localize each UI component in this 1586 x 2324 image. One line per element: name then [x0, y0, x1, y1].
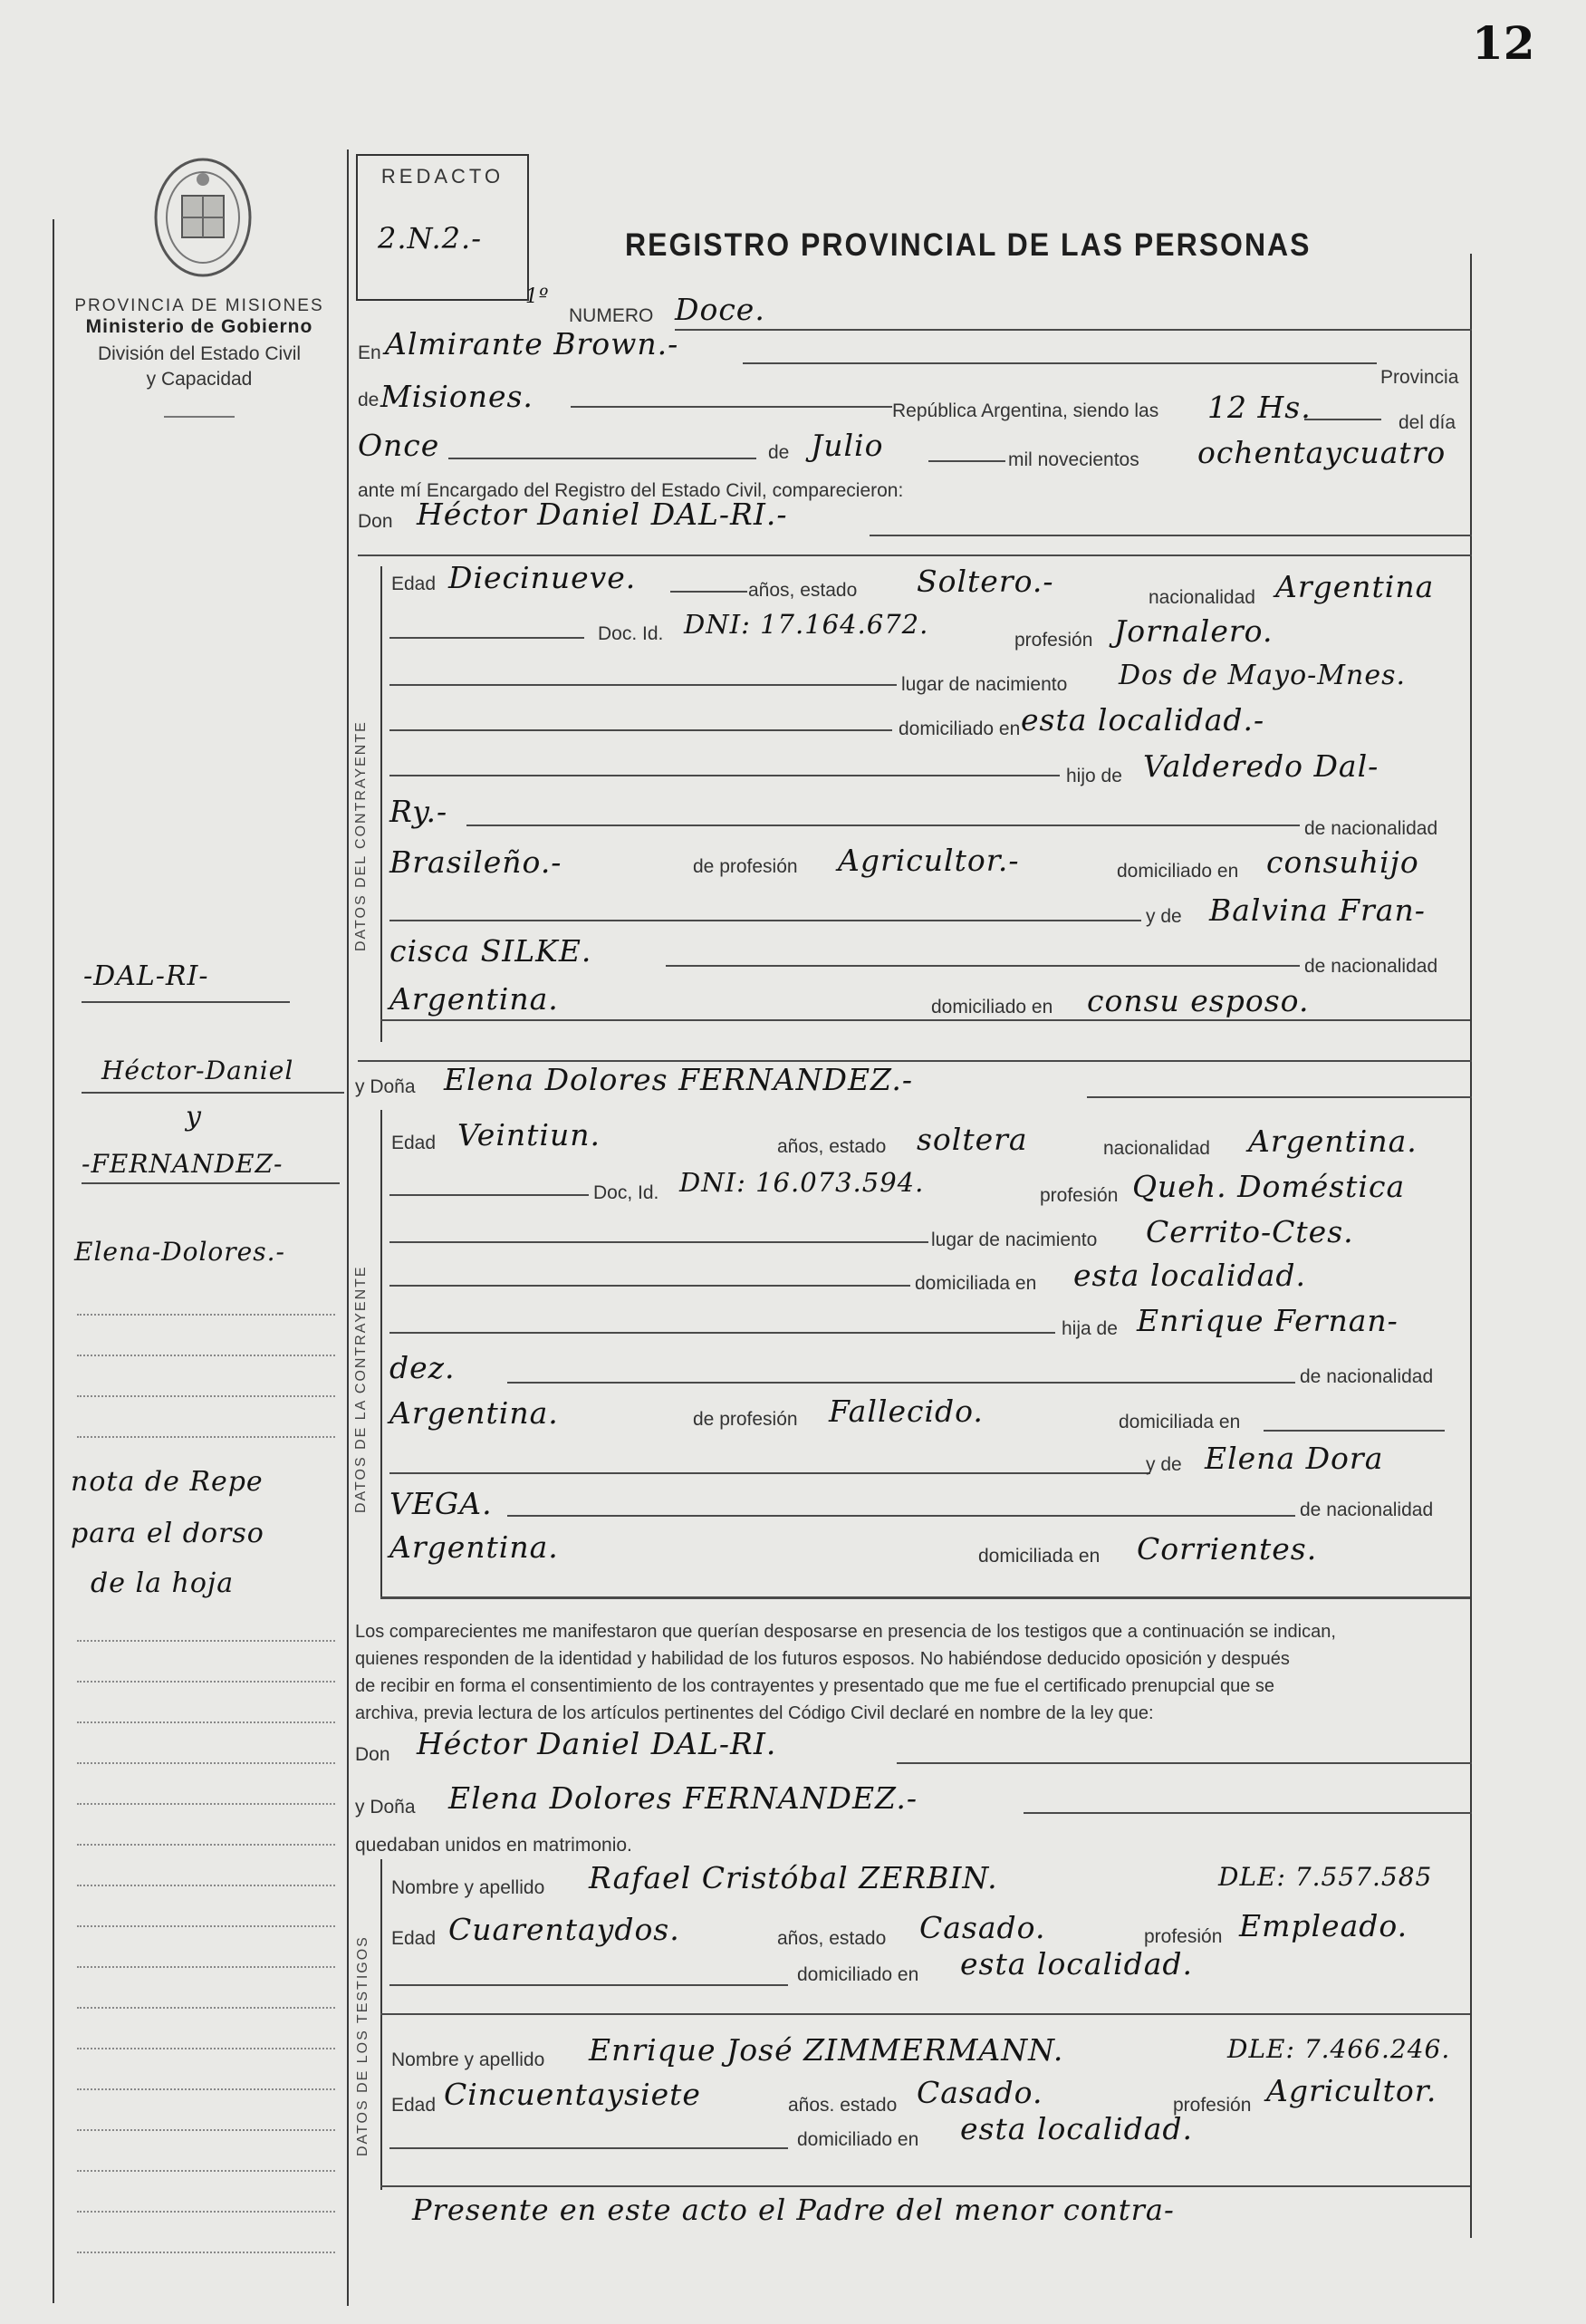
bride-mother-nac-line: [507, 1515, 1295, 1517]
groom-mother-nac-label: de nacionalidad: [1304, 956, 1438, 977]
w1-edad-value: Cuarentaydos.: [448, 1912, 680, 1947]
margin-note-1: nota de Repe: [71, 1466, 264, 1498]
groom-mother-nac-value: Argentina.: [389, 981, 559, 1017]
groom-father-nac-label: de nacionalidad: [1304, 818, 1438, 839]
number-value: Doce.: [675, 292, 765, 327]
bride-father-prof-label: de profesión: [693, 1409, 798, 1430]
groom-father-dom-label: domiciliado en: [1117, 861, 1239, 882]
groom-section-rule: [380, 566, 382, 1042]
w1-end-line: [380, 2013, 1470, 2015]
margin-dotted-line: [77, 2252, 335, 2253]
w2-anos-label: años. estado: [788, 2095, 898, 2116]
bride-mother-nac-label: de nacionalidad: [1300, 1500, 1434, 1520]
declaration-line-4: archiva, previa lectura de los artículos pertinentes del Código Civil declaré en nombre de la ley que:: [355, 1703, 1154, 1723]
groom-father-1: Valderedo Dal-: [1143, 748, 1379, 784]
w1-estado-value: Casado.: [919, 1910, 1046, 1945]
register-right-rule: [1470, 254, 1472, 2238]
groom-lugar-line: [389, 684, 897, 686]
bride-lugar-line: [389, 1241, 928, 1243]
groom-father-dom-value: consuhijo: [1266, 844, 1419, 880]
witness-section-label: DATOS DE LOS TESTIGOS: [355, 1935, 370, 2156]
groom-father-prof-label: de profesión: [693, 856, 798, 877]
bride-father-dom-line: [1264, 1430, 1445, 1432]
margin-names-groom: Héctor-Daniel: [101, 1056, 294, 1085]
w1-name-label: Nombre y apellido: [391, 1877, 545, 1898]
bride-lugar-value: Cerrito-Ctes.: [1146, 1214, 1354, 1249]
w1-doc-value: DLE: 7.557.585: [1218, 1862, 1433, 1892]
declaration-dona-label: y Doña: [355, 1797, 416, 1818]
groom-father-nac-value: Brasileño.-: [389, 844, 562, 880]
bride-mother-nac-value: Argentina.: [389, 1529, 559, 1565]
margin-dotted-line: [77, 1885, 335, 1886]
month-line: [928, 460, 1005, 462]
groom-lugar-label: lugar de nacimiento: [901, 674, 1068, 695]
margin-dotted-line: [77, 1640, 335, 1642]
groom-estado-value: Soltero.-: [917, 564, 1054, 599]
margin-dotted-line: [77, 2007, 335, 2009]
groom-mother-line: [389, 920, 1141, 921]
groom-section-label: DATOS DEL CONTRAYENTE: [353, 720, 369, 951]
bride-dona-line: [1087, 1096, 1472, 1098]
bride-section-rule: [380, 1110, 382, 1599]
margin-dotted-line: [77, 1395, 335, 1397]
issuer-division-1: División del Estado Civil: [97, 343, 302, 364]
bride-edad-label: Edad: [391, 1133, 437, 1153]
groom-doc-label: Doc. Id.: [598, 623, 664, 644]
bride-dom-line: [389, 1285, 910, 1287]
bride-father-1: Enrique Fernan-: [1137, 1303, 1399, 1338]
margin-dotted-line: [77, 2048, 335, 2049]
margin-surname-groom: -DAL-RI-: [83, 960, 209, 992]
ante-label: ante mí Encargado del Registro del Estado Civil, comparecieron:: [358, 480, 904, 501]
register-left-rule: [347, 149, 349, 2306]
bride-father-nac-label: de nacionalidad: [1300, 1366, 1434, 1387]
w1-dom-value: esta localidad.: [960, 1946, 1193, 1982]
w2-end-line: [380, 2185, 1470, 2187]
declaration-united-label: quedaban unidos en matrimonio.: [355, 1835, 632, 1856]
declaration-don-value: Héctor Daniel DAL-RI.: [417, 1726, 777, 1761]
bride-end-line: [380, 1596, 1470, 1599]
number-label: NUMERO: [569, 305, 654, 326]
w1-prof-value: Empleado.: [1239, 1908, 1408, 1943]
bride-nac-label: nacionalidad: [1103, 1138, 1210, 1159]
provincial-seal-icon: [149, 154, 256, 281]
margin-line-1: [82, 1001, 290, 1003]
w2-prof-label: profesión: [1173, 2095, 1252, 2116]
don-label: Don: [358, 511, 393, 532]
margin-dotted-line: [77, 1681, 335, 1683]
don-value: Héctor Daniel DAL-RI.-: [417, 497, 788, 532]
bride-prof-label: profesión: [1040, 1185, 1119, 1206]
witness-section-rule: [380, 1859, 382, 2190]
w2-edad-label: Edad: [391, 2095, 437, 2116]
groom-prof-value: Jornalero.: [1114, 613, 1274, 649]
bride-dom-value: esta localidad.: [1073, 1258, 1306, 1293]
margin-dotted-line: [77, 1355, 335, 1356]
bride-doc-line: [389, 1194, 589, 1196]
de-value: Misiones.: [380, 379, 533, 414]
bride-doc-label: Doc, Id.: [593, 1182, 659, 1203]
issuer-province: PROVINCIA DE MISIONES: [74, 296, 324, 315]
declaration-don-line: [897, 1762, 1472, 1764]
number-line: [675, 329, 1472, 331]
groom-mother-nac-line: [666, 965, 1300, 967]
w1-prof-label: profesión: [1144, 1926, 1223, 1947]
margin-note-2: para el dorso: [71, 1518, 264, 1549]
groom-lugar-value: Dos de Mayo-Mnes.: [1119, 660, 1407, 691]
month-value: Julio: [811, 428, 884, 463]
groom-edad-value: Diecinueve.: [448, 560, 637, 595]
w2-name-value: Enrique José ZIMMERMANN.: [589, 2032, 1064, 2068]
groom-anos-label: años, estado: [748, 580, 858, 601]
declaration-don-label: Don: [355, 1744, 390, 1765]
w2-edad-value: Cincuentaysiete: [444, 2077, 701, 2112]
w1-anos-label: años, estado: [777, 1928, 887, 1949]
bride-dom-label: domiciliada en: [915, 1273, 1037, 1294]
groom-mother-2: cisca SILKE.: [389, 933, 592, 969]
w2-prof-value: Agricultor.: [1266, 2073, 1437, 2108]
bride-anos-label: años, estado: [777, 1136, 887, 1157]
left-margin-rule: [53, 219, 54, 2303]
margin-surname-bride: -FERNANDEZ-: [82, 1149, 284, 1179]
w1-dom-label: domiciliado en: [797, 1964, 919, 1985]
margin-note-3: de la hoja: [91, 1567, 235, 1599]
bride-father-prof-value: Fallecido.: [829, 1393, 984, 1429]
groom-end-line: [380, 1019, 1470, 1021]
w2-doc-value: DLE: 7.466.246.: [1227, 2034, 1451, 2064]
hour-line: [1304, 419, 1381, 420]
en-line: [743, 362, 1377, 364]
margin-and: y: [186, 1101, 202, 1133]
year-value: ochentaycuatro: [1197, 435, 1447, 470]
w1-dom-line: [389, 1984, 788, 1986]
bride-prof-value: Queh. Doméstica: [1132, 1169, 1406, 1204]
stamp-initials: 2.N.2.-: [378, 221, 482, 256]
bride-section-label: DATOS DE LA CONTRAYENTE: [353, 1265, 369, 1513]
declaration-dona-line: [1024, 1812, 1472, 1814]
declaration-dona-value: Elena Dolores FERNANDEZ.-: [448, 1780, 918, 1816]
margin-dotted-line: [77, 2088, 335, 2090]
margin-dotted-line: [77, 2211, 335, 2213]
margin-dotted-line: [77, 1803, 335, 1805]
groom-father-line: [466, 824, 1300, 826]
groom-y-de-label: y de: [1146, 906, 1182, 927]
w2-dom-line: [389, 2147, 788, 2149]
declaration-line-1: Los comparecientes me manifestaron que querían desposarse en presencia de los testigos que a continuación se indican,: [355, 1622, 1336, 1642]
bride-lugar-label: lugar de nacimiento: [931, 1230, 1098, 1250]
stamp-title: REDACTO: [380, 165, 505, 188]
number-prefix: 1º: [525, 285, 550, 308]
bride-father-2: dez.: [389, 1350, 456, 1385]
provincia-label: Provincia: [1380, 367, 1459, 388]
margin-names-bride: Elena-Dolores.-: [74, 1237, 285, 1267]
w1-name-value: Rafael Cristóbal ZERBIN.: [589, 1860, 998, 1895]
en-value: Almirante Brown.-: [385, 326, 679, 362]
bride-dona-label: y Doña: [355, 1076, 416, 1097]
bride-mother-line: [389, 1472, 1150, 1474]
issuer-block: [54, 296, 344, 418]
bride-dona-value: Elena Dolores FERNANDEZ.-: [444, 1062, 914, 1097]
groom-mother-dom-value: consu esposo.: [1087, 983, 1310, 1018]
groom-dom-value: esta localidad.-: [1021, 702, 1265, 738]
footer-note: Presente en este acto el Padre del menor contra-: [412, 2193, 1175, 2227]
groom-mother-dom-label: domiciliado en: [931, 997, 1053, 1017]
margin-dotted-line: [77, 1844, 335, 1846]
don-line: [870, 535, 1472, 536]
bride-y-de-label: y de: [1146, 1454, 1182, 1475]
w2-name-label: Nombre y apellido: [391, 2049, 545, 2070]
issuer-division-2: y Capacidad: [146, 369, 253, 390]
groom-prof-label: profesión: [1014, 630, 1093, 651]
declaration-line-3: de recibir en forma el consentimiento de los contrayentes y presentado que me fue el certificado prenupcial que se: [355, 1676, 1275, 1696]
issuer-ministry: Ministerio de Gobierno: [85, 316, 313, 337]
margin-dotted-line: [77, 1925, 335, 1927]
bride-father-dom-label: domiciliada en: [1119, 1412, 1241, 1432]
groom-hijo-label: hijo de: [1066, 766, 1122, 786]
bride-doc-value: DNI: 16.073.594.: [679, 1167, 925, 1198]
bride-mother-dom-value: Corrientes.: [1137, 1531, 1318, 1567]
redacto-stamp: [356, 154, 529, 301]
groom-edad-line: [670, 591, 747, 593]
margin-dotted-line: [77, 1436, 335, 1438]
bride-mother-2: VEGA.: [389, 1486, 493, 1521]
w2-dom-value: esta localidad.: [960, 2111, 1193, 2146]
en-label: En: [358, 342, 381, 363]
year-label: mil novecientos: [1008, 449, 1139, 470]
bride-hija-line: [389, 1332, 1055, 1334]
day-line: [448, 458, 756, 459]
bride-father-nac-value: Argentina.: [389, 1395, 559, 1431]
blank-line-a: [358, 554, 1472, 556]
page-number: 12: [1472, 16, 1535, 70]
de-label: de: [358, 390, 380, 410]
de-line: [571, 406, 892, 408]
margin-dotted-line: [77, 1721, 335, 1723]
margin-dotted-line: [77, 1314, 335, 1316]
bride-hija-label: hija de: [1062, 1318, 1118, 1339]
groom-dom-label: domiciliado en: [899, 718, 1021, 739]
margin-dotted-line: [77, 1762, 335, 1764]
margin-dotted-line: [77, 2170, 335, 2172]
issuer-rule: [164, 416, 235, 418]
groom-father-2: Ry.-: [389, 794, 448, 829]
margin-dotted-line: [77, 2129, 335, 2131]
bride-estado-value: soltera: [917, 1122, 1028, 1157]
groom-mother-1: Balvina Fran-: [1209, 892, 1426, 928]
hour-value: 12 Hs.: [1207, 390, 1312, 425]
de2-label: de: [768, 442, 790, 463]
bride-mother-dom-label: domiciliada en: [978, 1546, 1101, 1567]
groom-hijo-line: [389, 775, 1060, 776]
groom-nac-label: nacionalidad: [1149, 587, 1255, 608]
day-value: Once: [358, 428, 440, 463]
del-dia-label: del día: [1399, 412, 1456, 433]
republica-label: República Argentina, siendo las: [892, 400, 1159, 421]
groom-nac-value: Argentina: [1275, 569, 1435, 604]
w1-edad-label: Edad: [391, 1928, 437, 1949]
bride-edad-value: Veintiun.: [457, 1117, 601, 1152]
declaration-line-2: quienes responden de la identidad y habilidad de los futuros esposos. No habiéndose deducido oposición y después: [355, 1649, 1290, 1669]
margin-line-2: [82, 1092, 344, 1094]
groom-doc-line: [389, 637, 584, 639]
bride-nac-value: Argentina.: [1248, 1123, 1418, 1159]
groom-dom-line: [389, 729, 892, 731]
bride-father-line: [507, 1382, 1295, 1384]
margin-dotted-line: [77, 1966, 335, 1968]
page-title: REGISTRO PROVINCIAL DE LAS PERSONAS: [625, 227, 1312, 263]
margin-line-3: [82, 1182, 340, 1184]
w2-estado-value: Casado.: [917, 2075, 1043, 2110]
groom-father-prof-value: Agricultor.-: [838, 843, 1020, 878]
bride-mother-1: Elena Dora: [1205, 1441, 1384, 1476]
groom-doc-value: DNI: 17.164.672.: [684, 609, 929, 640]
w2-dom-label: domiciliado en: [797, 2129, 919, 2150]
groom-edad-label: Edad: [391, 574, 437, 594]
